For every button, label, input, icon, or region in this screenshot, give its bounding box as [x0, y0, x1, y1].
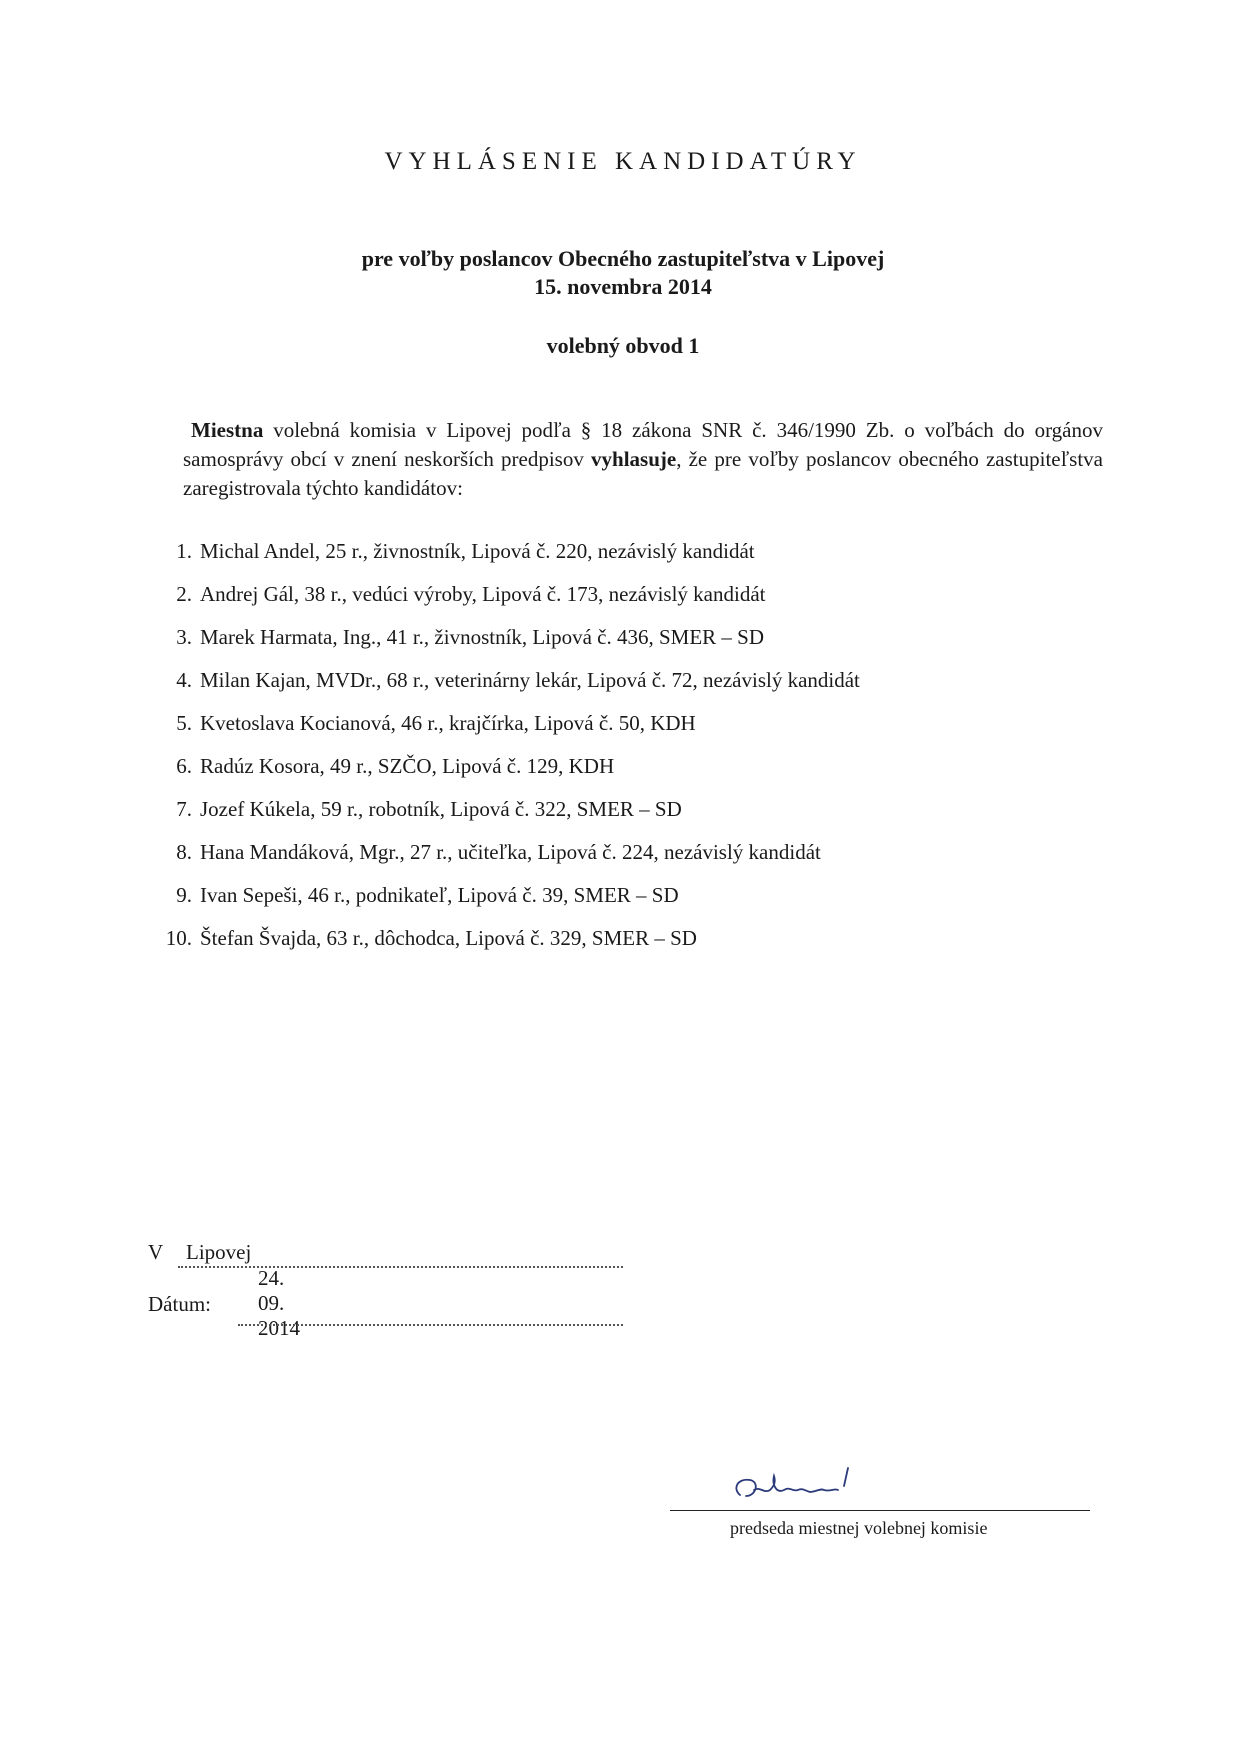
candidate-text: Jozef Kúkela, 59 r., robotník, Lipová č. 322, SMER – SD	[200, 797, 682, 821]
candidate-text: Andrej Gál, 38 r., vedúci výroby, Lipová č. 173, nezávislý kandidát	[200, 582, 766, 606]
candidate-item	[150, 745, 860, 788]
electoral-district: volebný obvod 1	[546, 333, 700, 358]
place-label: V	[148, 1240, 164, 1264]
candidate-number: 4.	[176, 668, 192, 692]
candidate-number: 8.	[176, 840, 192, 864]
date-value: 24. 09. 2014	[258, 1266, 300, 1340]
election-subtitle: pre voľby poslancov Obecného zastupiteľstva v Lipovej	[361, 246, 885, 271]
candidate-text: Ivan Sepeši, 46 r., podnikateľ, Lipová č. 39, SMER – SD	[200, 883, 679, 907]
candidate-item	[150, 573, 860, 616]
candidate-item	[150, 917, 860, 960]
candidate-text: Marek Harmata, Ing., 41 r., živnostník, Lipová č. 436, SMER – SD	[200, 625, 765, 649]
candidate-text: Štefan Švajda, 63 r., dôchodca, Lipová č. 329, SMER – SD	[200, 926, 697, 950]
document-title: VYHLÁSENIE KANDIDATÚRY	[384, 148, 862, 175]
candidate-item	[150, 874, 860, 917]
date-label: Dátum:	[148, 1292, 211, 1316]
candidate-item	[150, 831, 860, 874]
place-dotted-line	[178, 1266, 623, 1268]
candidate-item	[150, 616, 860, 659]
candidate-number: 1.	[176, 539, 192, 563]
date-dotted-line	[238, 1324, 623, 1326]
candidate-number: 7.	[176, 797, 192, 821]
intro-text-2: , že pre voľby poslancov obecného zastupiteľstva zaregistrovala týchto kandidátov:	[183, 447, 1103, 500]
place-value: Lipovej	[186, 1240, 252, 1264]
intro-text-1: volebná komisia v Lipovej podľa § 18 zákona SNR č. 346/1990 Zb. o voľbách do orgánov samosprávy obcí v znení neskorších predpisov	[183, 418, 1103, 471]
signature-caption: predseda miestnej volebnej komisie	[730, 1518, 988, 1538]
candidate-list	[150, 530, 860, 960]
signature-line	[670, 1510, 1090, 1511]
election-date: 15. novembra 2014	[534, 274, 712, 299]
candidate-text: Michal Andel, 25 r., živnostník, Lipová č. 220, nezávislý kandidát	[200, 539, 755, 563]
candidate-number: 9.	[176, 883, 192, 907]
candidate-number: 10.	[165, 926, 192, 950]
candidate-number: 6.	[176, 754, 192, 778]
intro-bold-start: Miestna	[191, 418, 264, 442]
candidate-item	[150, 702, 860, 745]
candidate-number: 5.	[176, 711, 192, 735]
candidate-text: Milan Kajan, MVDr., 68 r., veterinárny lekár, Lipová č. 72, nezávislý kandidát	[200, 668, 860, 692]
candidate-number: 3.	[176, 625, 192, 649]
intro-paragraph	[183, 416, 1103, 503]
intro-bold-mid: vyhlasuje	[591, 447, 677, 471]
candidate-item	[150, 530, 860, 573]
handwritten-signature	[730, 1460, 870, 1510]
candidate-text: Radúz Kosora, 49 r., SZČO, Lipová č. 129, KDH	[200, 754, 615, 778]
candidate-number: 2.	[176, 582, 192, 606]
candidate-item	[150, 659, 860, 702]
candidate-text: Kvetoslava Kocianová, 46 r., krajčírka, Lipová č. 50, KDH	[200, 711, 696, 735]
candidate-item	[150, 788, 860, 831]
candidate-text: Hana Mandáková, Mgr., 27 r., učiteľka, Lipová č. 224, nezávislý kandidát	[200, 840, 821, 864]
